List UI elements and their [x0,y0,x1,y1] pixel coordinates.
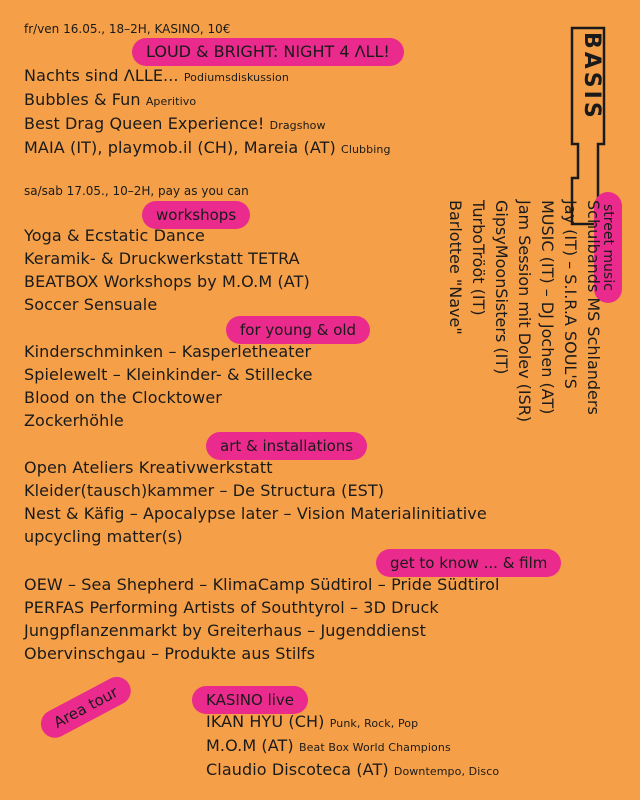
workshops-item-1: Yoga & Ecstatic Dance [24,226,205,245]
street-item-7: Barlottee "Nave" [446,200,465,335]
street-item-6: TurboTrööt (IT) [469,200,488,316]
friday-item-2: Bubbles & Fun Aperitivo [24,90,197,109]
friday-item-4: MAIA (IT), playmob.il (CH), Mareia (AT) Clubbing [24,138,391,157]
young-item-4: Zockerhöhle [24,411,124,430]
young-tag: for young & old [226,316,370,344]
street-music-tag: street music [594,192,622,303]
saturday-header: sa/sab 17.05., 10–2H, pay as you can [24,184,249,198]
art-item-4: upcycling matter(s) [24,527,183,546]
film-item-4: Obervinschgau – Produkte aus Stilfs [24,644,316,663]
art-item-2: Kleider(tausch)kammer – De Structura (EST) [24,481,385,500]
friday-header: fr/ven 16.05., 18–2H, KASINO, 10€ [24,22,231,36]
young-item-3: Blood on the Clocktower [24,388,222,407]
kasino-tag: KASINO live [192,686,308,714]
young-item-2: Spielewelt – Kleinkinder- & Stillecke [24,365,313,384]
film-item-1: OEW – Sea Shepherd – KlimaCamp Südtirol – Pride Südtirol [24,575,500,594]
street-item-2: Jay (IT) – S.I.R.A SOUL'S [561,200,580,389]
workshops-item-3: BEATBOX Workshops by M.O.M (AT) [24,272,310,291]
workshops-tag: workshops [142,201,250,229]
film-tag: get to know ... & film [376,549,561,577]
friday-item-3: Best Drag Queen Experience! Dragshow [24,114,326,133]
street-item-1: Schulbands MS Schlanders [584,200,603,415]
logo-text: BASIS [579,32,604,121]
film-item-3: Jungpflanzenmarkt by Greiterhaus – Jugenddienst [24,621,426,640]
kasino-item-2: M.O.M (AT) Beat Box World Champions [206,736,451,755]
street-item-5: GipsyMoonSisters (IT) [492,200,511,375]
art-tag: art & installations [206,432,367,460]
workshops-item-4: Soccer Sensuale [24,295,158,314]
art-item-3: Nest & Käfig – Apocalypse later – Vision Materialinitiative [24,504,487,523]
young-item-1: Kinderschminken – Kasperletheater [24,342,312,361]
art-item-1: Open Ateliers Kreativwerkstatt [24,458,273,477]
street-item-3: MUSIC (IT) – DJ Jochen (AT) [538,200,557,415]
friday-tag: LOUD & BRIGHT: NIGHT 4 ΛLL! [132,38,404,66]
friday-item-1: Nachts sind ΛLLE... Podiumsdiskussion [24,66,289,85]
kasino-item-3: Claudio Discoteca (AT) Downtempo, Disco [206,760,500,779]
street-item-4: Jam Session mit Dolev (ISR) [515,200,534,423]
workshops-item-2: Keramik- & Druckwerkstatt TETRA [24,249,300,268]
area-tour-tag: Area tour [36,672,136,743]
kasino-item-1: IKAN HYU (CH) Punk, Rock, Pop [206,712,419,731]
film-item-2: PERFAS Performing Artists of Southtyrol – 3D Druck [24,598,439,617]
